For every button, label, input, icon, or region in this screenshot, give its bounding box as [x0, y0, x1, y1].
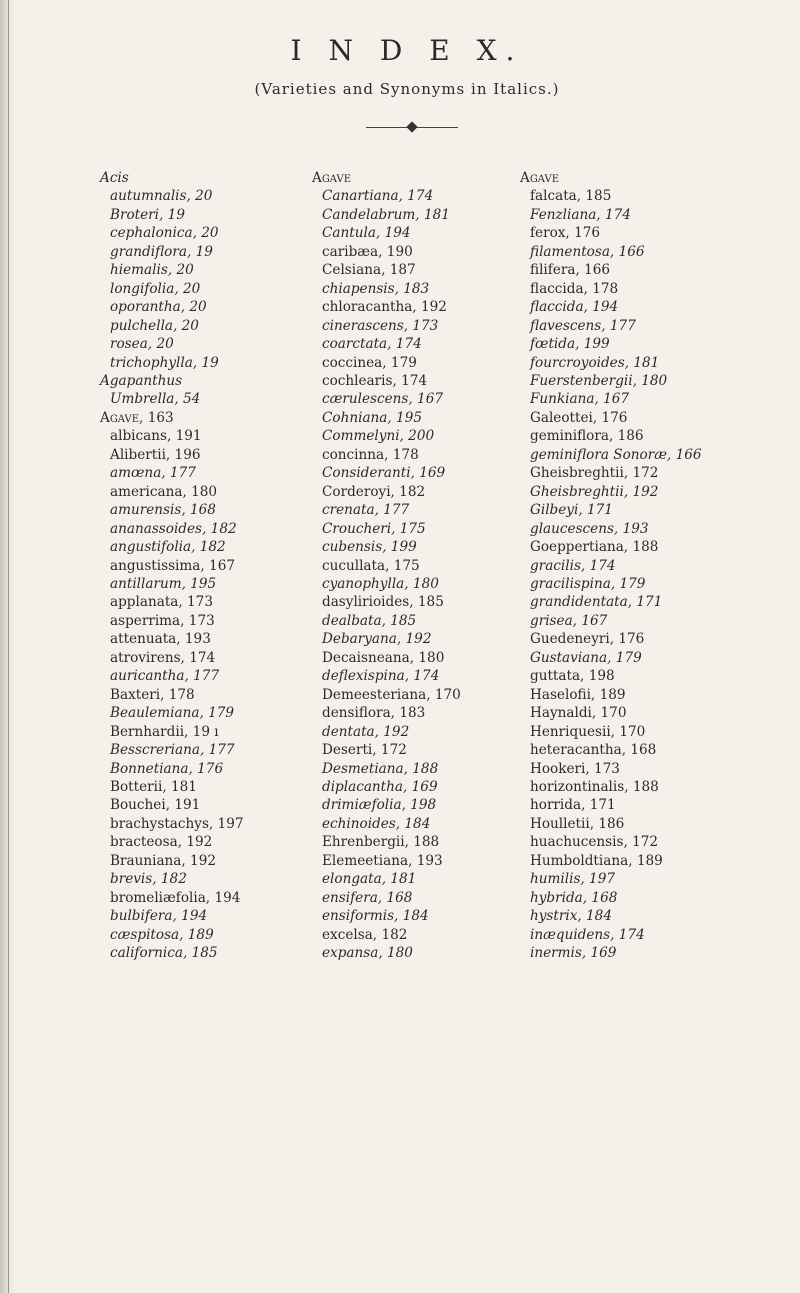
index-entry: cochlearis, 174	[322, 372, 428, 389]
index-entry: Elemeetiana, 193	[322, 852, 443, 869]
index-entry: flavescens, 177	[530, 317, 636, 334]
index-entry: coarctata, 174	[322, 336, 422, 353]
index-entry: densiflora, 183	[322, 705, 426, 722]
index-entry: chloracantha, 192	[322, 299, 447, 316]
index-entry: echinoides, 184	[322, 815, 431, 832]
index-entry: pulchella, 20	[110, 317, 199, 334]
index-entry: chiapensis, 183	[322, 280, 430, 297]
index-entry: Bouchei, 191	[110, 797, 201, 814]
index-entry: fœtida, 199	[530, 336, 610, 353]
index-entry: Gheisbreghtii, 172	[530, 465, 659, 482]
index-entry: albicans, 191	[110, 428, 202, 445]
index-entry: grandiflora, 19	[110, 243, 213, 260]
index-column-3	[520, 169, 730, 962]
index-entry: Brauniana, 192	[110, 852, 217, 869]
index-entry: Commelyni, 200	[322, 428, 435, 445]
index-entry: Corderoyi, 182	[322, 483, 426, 500]
gutter-line	[8, 0, 9, 1293]
index-entry: elongata, 181	[322, 871, 417, 888]
index-entry: trichophylla, 19	[110, 354, 219, 371]
index-entry: ferox, 176	[530, 225, 601, 242]
index-entry: ananassoides, 182	[110, 520, 237, 537]
index-entry: californica, 185	[110, 945, 218, 962]
index-entry: inermis, 169	[530, 945, 617, 962]
index-entry: gracilispina, 179	[530, 575, 646, 592]
index-genus-heading: Agave, 163	[100, 409, 174, 426]
index-entry: Gheisbreghtii, 192	[530, 483, 659, 500]
index-entry: grandidentata, 171	[530, 594, 663, 611]
index-entry: Henriquesii, 170	[530, 723, 646, 740]
index-entry: cyanophylla, 180	[322, 575, 439, 592]
page-title: I N D E X.	[290, 34, 524, 67]
index-entry: amœna, 177	[110, 465, 196, 482]
index-genus-heading: Acis	[100, 170, 129, 186]
index-entry: Decaisneana, 180	[322, 649, 445, 666]
index-entry: drimiæfolia, 198	[322, 797, 437, 814]
index-entry: Candelabrum, 181	[322, 206, 450, 223]
index-entry: geminiflora, 186	[530, 428, 644, 445]
index-entry: oporantha, 20	[110, 299, 207, 316]
index-entry: Fenzliana, 174	[530, 206, 631, 223]
index-entry: angustissima, 167	[110, 557, 235, 574]
index-entry: crenata, 177	[322, 502, 410, 519]
index-entry: flaccida, 178	[530, 280, 619, 297]
index-entry: longifolia, 20	[110, 280, 201, 297]
index-entry: filifera, 166	[530, 262, 611, 279]
index-entry: Umbrella, 54	[110, 391, 201, 408]
index-entry: Ehrenbergii, 188	[322, 834, 440, 851]
index-genus-heading: Agapanthus	[100, 372, 183, 389]
page-subtitle: (Varieties and Synonyms in Italics.)	[254, 80, 560, 98]
index-entry: atrovirens, 174	[110, 649, 216, 666]
index-entry: Croucheri, 175	[322, 520, 426, 537]
index-entry: angustifolia, 182	[110, 539, 226, 556]
index-entry: Desmetiana, 188	[322, 760, 439, 777]
index-entry: concinna, 178	[322, 446, 419, 463]
index-entry: flaccida, 194	[530, 299, 619, 316]
index-entry: filamentosa, 166	[530, 243, 645, 260]
index-entry: cephalonica, 20	[110, 225, 219, 242]
index-entry: Beaulemiana, 179	[110, 705, 235, 722]
index-entry: rosea, 20	[110, 336, 174, 353]
index-entry: Deserti, 172	[322, 742, 407, 759]
index-entry: Humboldtiana, 189	[530, 852, 663, 869]
index-entry: bulbifera, 194	[110, 908, 208, 925]
index-entry: Haselofii, 189	[530, 686, 626, 703]
index-entry: huachucensis, 172	[530, 834, 659, 851]
index-entry: brachystachys, 197	[110, 815, 244, 832]
index-entry: hybrida, 168	[530, 889, 618, 906]
index-entry: auricantha, 177	[110, 668, 220, 685]
index-entry: Funkiana, 167	[530, 391, 630, 408]
index-entry: Botterii, 181	[110, 778, 197, 795]
index-entry: Haynaldi, 170	[530, 705, 627, 722]
index-entry: gracilis, 174	[530, 557, 616, 574]
index-entry: guttata, 198	[530, 668, 615, 685]
index-entry: Bonnetiana, 176	[110, 760, 224, 777]
index-entry: Canartiana, 174	[322, 188, 434, 205]
index-entry: Consideranti, 169	[322, 465, 446, 482]
index-entry: hystrix, 184	[530, 908, 612, 925]
binding-gutter	[0, 0, 14, 1293]
index-genus-heading: Agave	[312, 170, 352, 186]
index-entry: hiemalis, 20	[110, 262, 194, 279]
index-entry: Cantula, 194	[322, 225, 411, 242]
index-entry: Broteri, 19	[110, 206, 185, 223]
index-entry: caribæa, 190	[322, 243, 413, 260]
index-genus-heading: Agave	[520, 170, 560, 186]
index-entry: fourcroyoides, 181	[530, 354, 660, 371]
index-entry: Houlletii, 186	[530, 815, 625, 832]
index-entry: antillarum, 195	[110, 575, 217, 592]
index-entry: cubensis, 199	[322, 539, 417, 556]
index-column-2	[312, 169, 512, 962]
index-entry: horizontinalis, 188	[530, 778, 659, 795]
index-entry: cærulescens, 167	[322, 391, 443, 408]
index-entry: diplacantha, 169	[322, 778, 438, 795]
index-entry: Demeesteriana, 170	[322, 686, 461, 703]
index-entry: dentata, 192	[322, 723, 410, 740]
index-entry: Goeppertiana, 188	[530, 539, 659, 556]
index-entry: Gustaviana, 179	[530, 649, 642, 666]
index-entry: Debaryana, 192	[322, 631, 432, 648]
index-entry: cinerascens, 173	[322, 317, 439, 334]
index-entry: Bernhardii, 19 ı	[110, 723, 219, 740]
index-entry: ensiformis, 184	[322, 908, 429, 925]
index-entry: bromeliæfolia, 194	[110, 889, 241, 906]
index-entry: Besscreriana, 177	[110, 742, 235, 759]
index-entry: Baxteri, 178	[110, 686, 195, 703]
index-entry: Alibertii, 196	[110, 446, 201, 463]
index-entry: inæquidens, 174	[530, 926, 645, 943]
index-entry: bracteosa, 192	[110, 834, 213, 851]
index-entry: dealbata, 185	[322, 612, 417, 629]
index-entry: horrida, 171	[530, 797, 616, 814]
index-entry: Guedeneyri, 176	[530, 631, 645, 648]
index-entry: cæspitosa, 189	[110, 926, 214, 943]
index-entry: Hookeri, 173	[530, 760, 620, 777]
index-entry: Gilbeyi, 171	[530, 502, 613, 519]
index-entry: Fuerstenbergii, 180	[530, 372, 668, 389]
index-entry: cucullata, 175	[322, 557, 420, 574]
index-entry: americana, 180	[110, 483, 218, 500]
index-entry: applanata, 173	[110, 594, 213, 611]
index-entry: ensifera, 168	[322, 889, 413, 906]
index-entry: Cohniana, 195	[322, 409, 422, 426]
index-entry: amurensis, 168	[110, 502, 216, 519]
index-entry: falcata, 185	[530, 188, 612, 205]
index-entry: dasylirioides, 185	[322, 594, 444, 611]
diamond-ornament-icon	[406, 121, 417, 132]
index-column-1	[100, 169, 305, 962]
index-entry: expansa, 180	[322, 945, 413, 962]
index-entry: geminiflora Sonoræ, 166	[530, 446, 702, 463]
index-entry: brevis, 182	[110, 871, 187, 888]
index-entry: coccinea, 179	[322, 354, 417, 371]
index-entry: glaucescens, 193	[530, 520, 649, 537]
index-entry: Celsiana, 187	[322, 262, 416, 279]
index-entry: Galeottei, 176	[530, 409, 628, 426]
index-entry: humilis, 197	[530, 871, 616, 888]
index-entry: autumnalis, 20	[110, 188, 213, 205]
index-entry: heteracantha, 168	[530, 742, 657, 759]
index-entry: attenuata, 193	[110, 631, 211, 648]
index-entry: asperrima, 173	[110, 612, 215, 629]
index-entry: grisea, 167	[530, 612, 608, 629]
index-entry: deflexispina, 174	[322, 668, 440, 685]
index-entry: excelsa, 182	[322, 926, 408, 943]
